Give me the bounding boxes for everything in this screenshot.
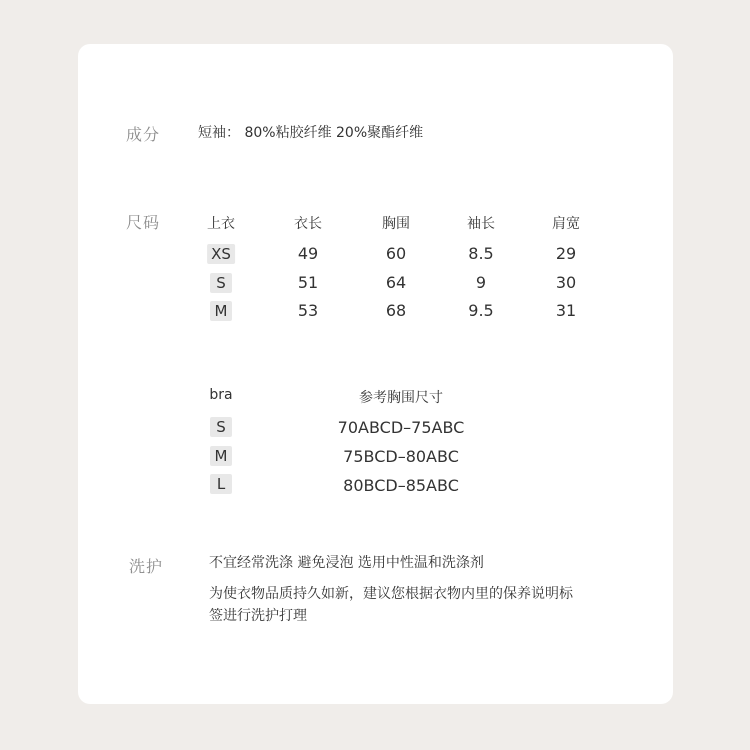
composition-text: 短袖： 80%粘胶纤维 20%聚酯纤维	[198, 125, 424, 141]
care-line-1: 不宜经常洗涤 避免浸泡 选用中性温和洗涤剂	[209, 555, 484, 571]
size-badge: XS	[207, 244, 235, 264]
bra-header-size: bra	[209, 387, 233, 403]
size-cell: 49	[297, 244, 319, 263]
size-cell: 64	[385, 273, 407, 292]
care-line-2: 为使衣物品质持久如新，建议您根据衣物内里的保养说明标签进行洗护打理	[209, 586, 573, 624]
size-label: 尺码	[126, 213, 161, 232]
size-cell: 53	[297, 301, 319, 320]
bra-ref-value: 75BCD–80ABC	[343, 447, 459, 466]
composition-label: 成分	[126, 125, 161, 144]
size-cell: 31	[555, 301, 577, 320]
size-header-chest: 胸围	[382, 216, 410, 232]
bra-ref-value: 70ABCD–75ABC	[337, 418, 465, 437]
size-header-sleeve: 袖长	[467, 216, 495, 232]
size-cell: 68	[385, 301, 407, 320]
bra-size-badge: M	[210, 446, 232, 466]
bra-header-ref: 参考胸围尺寸	[359, 390, 443, 406]
size-cell: 9	[475, 273, 487, 292]
size-cell: 8.5	[468, 244, 494, 263]
size-badge: M	[210, 301, 232, 321]
size-cell: 51	[297, 273, 319, 292]
bra-ref-value: 80BCD–85ABC	[343, 476, 459, 495]
care-label: 洗护	[129, 557, 164, 576]
size-cell: 29	[555, 244, 577, 263]
bra-size-badge: S	[210, 417, 232, 437]
size-header-shoulder: 肩宽	[552, 216, 580, 232]
size-cell: 30	[555, 273, 577, 292]
size-badge: S	[210, 273, 232, 293]
size-header-length: 衣长	[294, 216, 322, 232]
size-cell: 9.5	[468, 301, 494, 320]
size-info-card	[78, 44, 673, 704]
size-cell: 60	[385, 244, 407, 263]
bra-size-badge: L	[210, 474, 232, 494]
size-header-top: 上衣	[207, 216, 235, 232]
